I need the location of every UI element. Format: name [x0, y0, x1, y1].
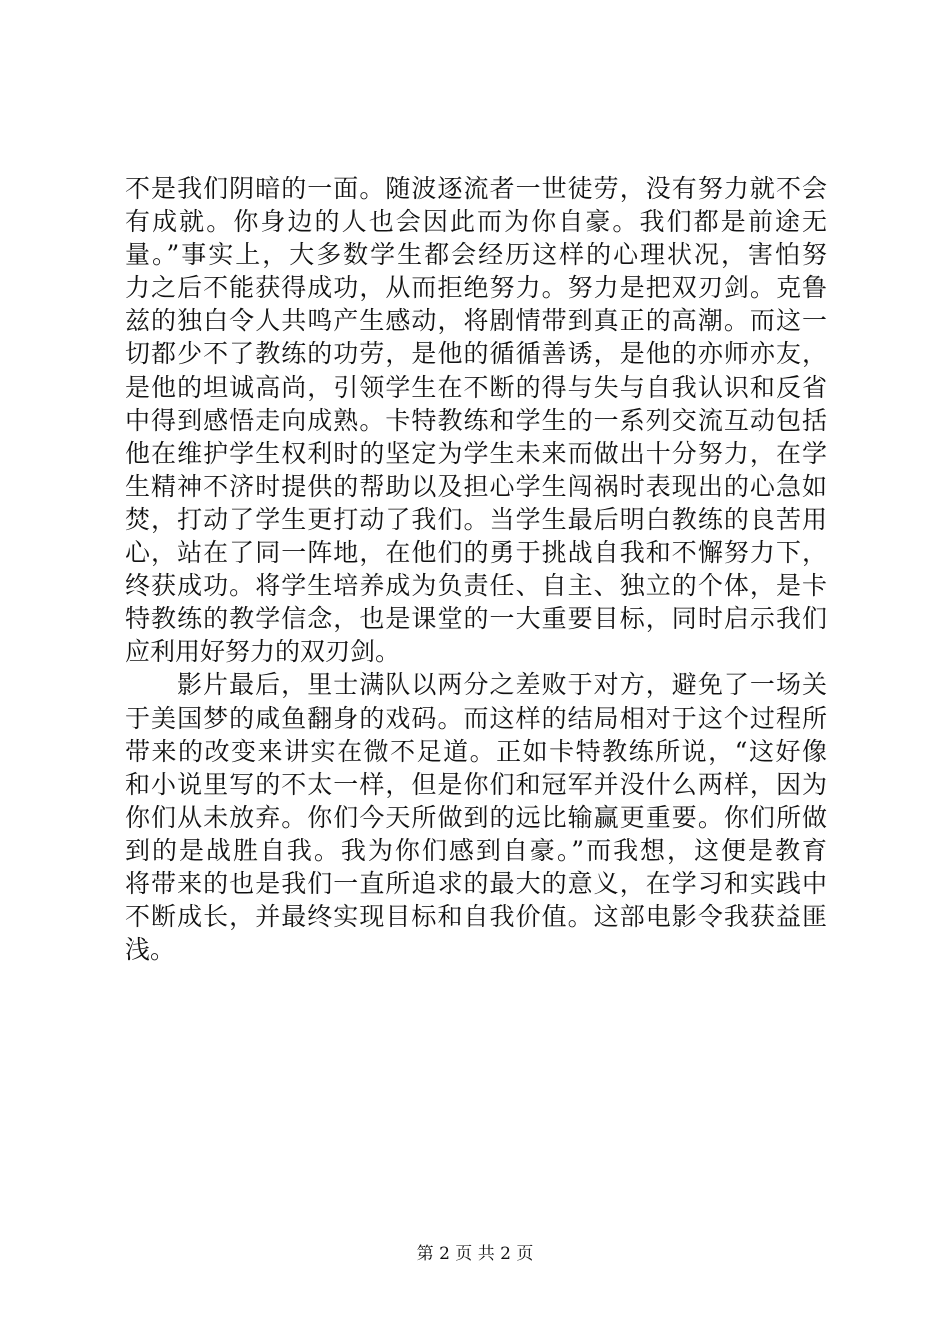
paragraph-1 — [125, 172, 827, 668]
text-line: 量。”事实上，大多数学生都会经历这样的心理状况，害怕努 — [125, 240, 827, 270]
text-line: 和小说里写的不太一样，但是你们和冠军并没什么两样，因为 — [125, 769, 827, 799]
text-line: 到的是战胜自我。我为你们感到自豪。”而我想，这便是教育 — [125, 835, 827, 865]
text-line: 影片最后，里士满队以两分之差败于对方，避免了一场关 — [177, 670, 827, 700]
text-line: 终获成功。将学生培养成为负责任、自主、独立的个体，是卡 — [125, 571, 827, 601]
text-line: 应利用好努力的双刃剑。 — [125, 637, 401, 667]
text-line: 不是我们阴暗的一面。随波逐流者一世徒劳，没有努力就不会 — [125, 174, 827, 203]
text-line: 有成就。你身边的人也会因此而为你自豪。我们都是前途无 — [125, 207, 827, 237]
paragraph-2 — [125, 668, 827, 966]
page-footer — [0, 1243, 950, 1265]
text-line: 兹的独白令人共鸣产生感动，将剧情带到真正的高潮。而这一 — [125, 306, 827, 336]
text-line: 他在维护学生权利时的坚定为学生未来而做出十分努力，在学 — [125, 438, 827, 468]
text-line: 中得到感悟走向成熟。卡特教练和学生的一系列交流互动包括 — [125, 405, 827, 435]
text-line: 特教练的教学信念，也是课堂的一大重要目标，同时启示我们 — [125, 604, 827, 634]
text-line: 你们从未放弃。你们今天所做到的远比输赢更重要。你们所做 — [125, 802, 827, 832]
text-line: 将带来的也是我们一直所追求的最大的意义，在学习和实践中 — [125, 868, 827, 898]
text-line: 切都少不了教练的功劳，是他的循循善诱，是他的亦师亦友， — [125, 339, 827, 369]
text-line: 于美国梦的咸鱼翻身的戏码。而这样的结局相对于这个过程所 — [125, 703, 827, 733]
page-number-label: 第 2 页 共 2 页 — [416, 1244, 534, 1264]
text-line: 浅。 — [125, 935, 176, 965]
text-line: 不断成长，并最终实现目标和自我价值。这部电影令我获益匪 — [125, 902, 827, 932]
text-line: 生精神不济时提供的帮助以及担心学生闯祸时表现出的心急如 — [125, 471, 827, 501]
document-body — [125, 172, 827, 966]
text-line: 带来的改变来讲实在微不足道。正如卡特教练所说，“这好像 — [125, 736, 827, 766]
text-line: 力之后不能获得成功，从而拒绝努力。努力是把双刃剑。克鲁 — [125, 273, 827, 303]
text-line: 是他的坦诚高尚，引领学生在不断的得与失与自我认识和反省 — [125, 372, 827, 402]
text-line: 焚，打动了学生更打动了我们。当学生最后明白教练的良苦用 — [125, 504, 827, 534]
text-line: 心，站在了同一阵地，在他们的勇于挑战自我和不懈努力下， — [125, 538, 827, 568]
